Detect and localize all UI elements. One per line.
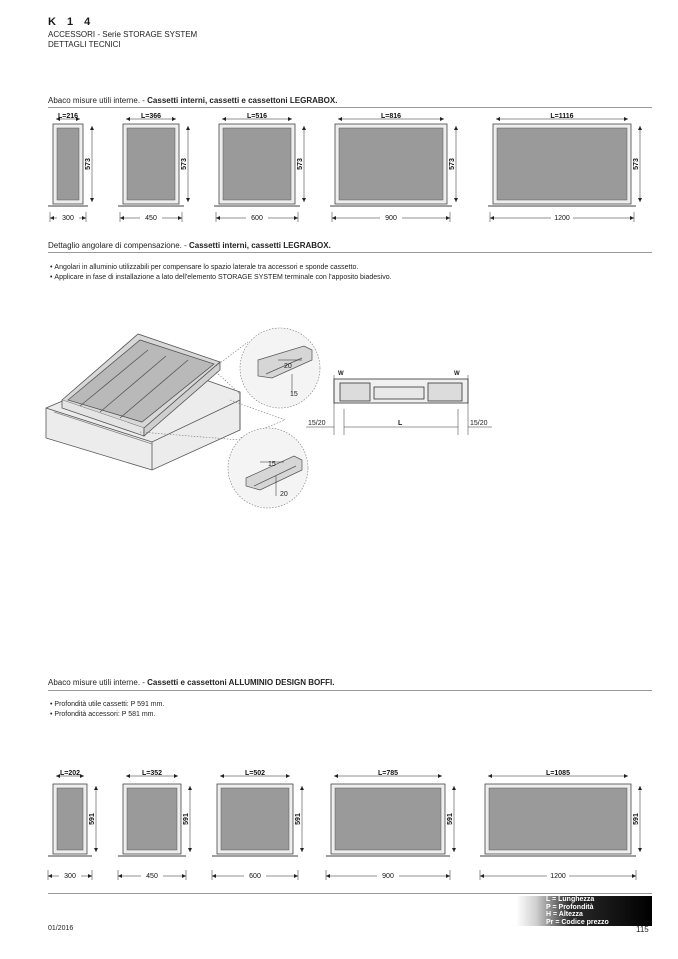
dimension-box <box>326 770 456 880</box>
outer-width-label: 450 <box>146 873 158 880</box>
dimension-box <box>212 770 304 880</box>
footer-date: 01/2016 <box>48 925 74 932</box>
section1-title-prefix: Abaco misure utili interne. - <box>48 96 148 105</box>
bullet-item: • Profondità accessori: P 581 mm. <box>50 710 164 720</box>
height-label: 591 <box>295 813 302 825</box>
dimension-box <box>214 113 306 222</box>
outer-width-label: 1200 <box>550 873 566 880</box>
dimension-box <box>480 770 642 880</box>
inner-width-label: L=202 <box>59 770 81 777</box>
dimension-box <box>48 770 98 880</box>
legend-item: P = Profondità <box>546 903 594 911</box>
footer-rule <box>48 893 652 894</box>
height-label: 573 <box>633 158 640 170</box>
dim-right: 15/20 <box>470 420 488 427</box>
section3-rule <box>48 690 652 691</box>
section1-title-bold: Cassetti interni, cassetti e cassettoni LEGRABOX. <box>147 96 338 105</box>
legend-box <box>516 896 652 926</box>
section2-rule <box>48 252 652 253</box>
header-line-1: ACCESSORI - Serie STORAGE SYSTEM <box>48 30 198 39</box>
outer-width-label: 300 <box>64 873 76 880</box>
dimension-box <box>48 113 94 222</box>
legend-item: Pr = Codice prezzo <box>546 918 609 926</box>
section2-title-bold: Cassetti interni, cassetti LEGRABOX. <box>188 241 331 250</box>
height-label: 573 <box>181 158 188 170</box>
dim-center: L <box>398 420 403 427</box>
outer-width-label: 900 <box>385 215 397 222</box>
inner-width-label: L=785 <box>377 770 399 777</box>
section3-title <box>48 678 334 687</box>
dim-left: 15/20 <box>308 420 326 427</box>
height-label: 591 <box>183 813 190 825</box>
dimension-box <box>118 113 190 222</box>
height-label: 573 <box>449 158 456 170</box>
outer-width-label: 300 <box>62 215 74 222</box>
header-line-2: DETTAGLI TECNICI <box>48 40 121 49</box>
mark-right: W <box>454 371 460 377</box>
dimension-box <box>330 113 458 222</box>
section2-title-prefix: Dettaglio angolare di compensazione. - <box>48 241 189 250</box>
cross-section-diagram <box>304 365 494 445</box>
outer-width-label: 1200 <box>554 215 570 222</box>
detail-bottom-dim-a: 15 <box>268 461 276 468</box>
detail-top-dim-b: 15 <box>290 391 298 398</box>
section3-title-prefix: Abaco misure utili interne. - <box>48 678 148 687</box>
inner-width-label: L=502 <box>244 770 266 777</box>
section3-title-bold: Cassetti e cassettoni ALLUMINIO DESIGN BOFFI. <box>147 678 335 687</box>
outer-width-label: 600 <box>249 873 261 880</box>
outer-width-label: 900 <box>382 873 394 880</box>
section2-title <box>48 241 331 250</box>
boffi-dimension-chart <box>0 766 678 884</box>
height-label: 573 <box>85 158 92 170</box>
section3-bullets <box>50 700 164 720</box>
inner-width-label: L=516 <box>246 113 268 120</box>
height-label: 591 <box>633 813 640 825</box>
inner-width-label: L=352 <box>141 770 163 777</box>
outer-width-label: 600 <box>251 215 263 222</box>
catalog-code: K 1 4 <box>48 16 95 28</box>
section1-title <box>48 96 337 105</box>
inner-width-label: L=1116 <box>550 113 574 120</box>
height-label: 591 <box>447 813 454 825</box>
dimension-box <box>118 770 192 880</box>
legend-item: H = Altezza <box>546 911 583 918</box>
detail-bottom-dim-b: 20 <box>280 491 288 498</box>
mark-left: W <box>338 371 344 377</box>
section2-bullets <box>50 263 392 283</box>
bullet-item: • Applicare in fase di installazione a lato dell'elemento STORAGE SYSTEM terminale con l'apposito biadesivo. <box>50 273 392 283</box>
dimension-box <box>488 113 642 222</box>
outer-width-label: 450 <box>145 215 157 222</box>
legend-item: L = Lunghezza <box>546 896 595 903</box>
inner-width-label: L=366 <box>140 113 162 120</box>
page-number: 115 <box>636 925 649 934</box>
inner-width-label: L=816 <box>380 113 402 120</box>
bullet-item: • Profondità utile cassetti: P 591 mm. <box>50 700 164 710</box>
inner-width-label: L=1085 <box>546 770 570 777</box>
bullet-item: • Angolari in alluminio utilizzabili per compensare lo spazio laterale tra accessori e sponde cassetto. <box>50 263 392 273</box>
height-label: 573 <box>297 158 304 170</box>
detail-top-dim-a: 20 <box>284 363 292 370</box>
height-label: 591 <box>89 813 96 825</box>
legrabox-dimension-chart <box>0 108 678 230</box>
inner-width-label: L=216 <box>57 113 79 120</box>
